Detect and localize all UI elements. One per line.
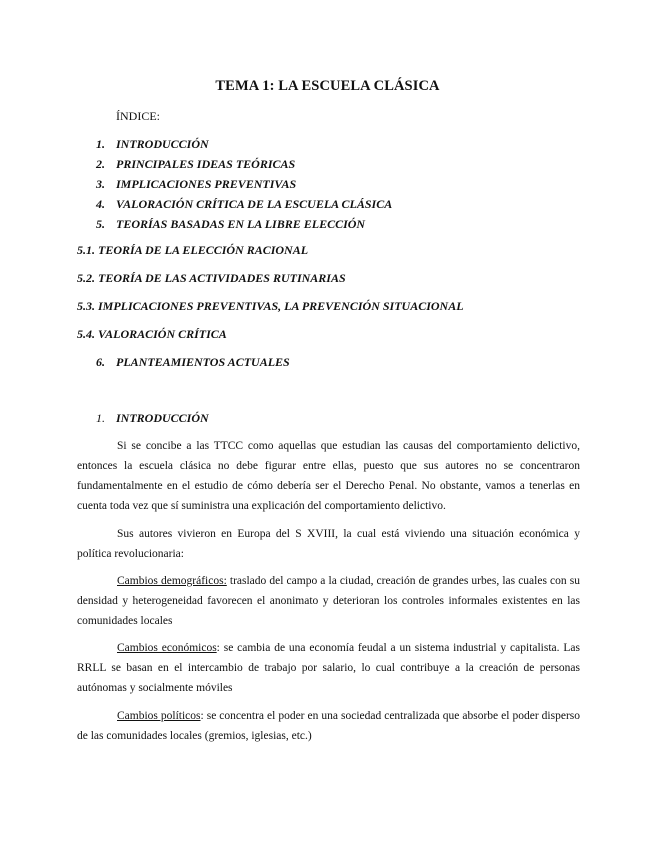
demographic-body: traslado del campo a la ciudad, creación de grandes urbes, las cuales con su densidad y heterogeneidad favorecen el anonimato y deterioran los controles informales existentes en las comunidades locales bbox=[77, 575, 580, 627]
economic-heading: Cambios económicos bbox=[117, 642, 217, 654]
paragraph-political bbox=[77, 706, 580, 746]
toc-item-label: INTRODUCCIÓN bbox=[116, 137, 209, 151]
demographic-heading: Cambios demográficos: bbox=[117, 575, 227, 587]
paragraph-economic bbox=[77, 638, 580, 698]
toc-item-number: 1. bbox=[96, 137, 105, 151]
section-title: INTRODUCCIÓN bbox=[116, 411, 209, 425]
toc-subsection: 5.3. IMPLICACIONES PREVENTIVAS, LA PREVENCIÓN SITUACIONAL bbox=[77, 299, 464, 313]
toc-item bbox=[96, 197, 392, 217]
toc-item-number: 5. bbox=[96, 217, 105, 231]
toc-subsection: 5.1. TEORÍA DE LA ELECCIÓN RACIONAL bbox=[77, 243, 309, 257]
political-heading: Cambios políticos bbox=[117, 710, 201, 722]
section-number: 1. bbox=[96, 411, 105, 425]
table-of-contents bbox=[96, 137, 392, 237]
section-heading bbox=[96, 411, 209, 426]
paragraph-intro: Si se concibe a las TTCC como aquellas que estudian las causas del comportamiento delictivo, entonces la escuela clásica no debe figurar entre ellas, puesto que sus autores no se concentraron fundamentalmente en el estudio de cómo debería ser el Derecho Penal. No obstante, vamos a tenerlas en cuenta toda vez que sí suministra una explicación del comportamiento delictivo. bbox=[77, 440, 580, 512]
economic-body: : se cambia de una economía feudal a un sistema industrial y capitalista. Las RRLL se basan en el intercambio de trabajo por salario, lo cual contribuye a la creación de personas autónomas y socialmente móviles bbox=[77, 642, 580, 694]
toc-item-number: 6. bbox=[96, 355, 105, 369]
toc-item bbox=[96, 177, 392, 197]
toc-subsection: 5.4. VALORACIÓN CRÍTICA bbox=[77, 327, 227, 341]
toc-item-label: PLANTEAMIENTOS ACTUALES bbox=[116, 355, 290, 369]
paragraph-demographic bbox=[77, 571, 580, 631]
toc-item-label: VALORACIÓN CRÍTICA DE LA ESCUELA CLÁSICA bbox=[116, 197, 393, 211]
toc-item-number: 4. bbox=[96, 197, 105, 211]
toc-item bbox=[96, 157, 392, 177]
political-body: : se concentra el poder en una sociedad centralizada que absorbe el poder disperso de las comunidades locales (gremios, iglesias, etc.) bbox=[77, 710, 580, 742]
toc-item-number: 3. bbox=[96, 177, 105, 191]
toc-subsection: 5.2. TEORÍA DE LAS ACTIVIDADES RUTINARIAS bbox=[77, 271, 346, 285]
paragraph-context: Sus autores vivieron en Europa del S XVIII, la cual está viviendo una situación económica y política revolucionaria: bbox=[77, 528, 580, 560]
toc-item bbox=[96, 137, 392, 157]
toc-item-number: 2. bbox=[96, 157, 105, 171]
toc-item bbox=[96, 217, 392, 237]
toc-item-label: IMPLICACIONES PREVENTIVAS bbox=[116, 177, 297, 191]
toc-item-label: PRINCIPALES IDEAS TEÓRICAS bbox=[116, 157, 296, 171]
toc-item-label: TEORÍAS BASADAS EN LA LIBRE ELECCIÓN bbox=[116, 217, 366, 231]
index-label: ÍNDICE: bbox=[116, 109, 160, 123]
toc-item bbox=[96, 355, 290, 370]
page-title: TEMA 1: LA ESCUELA CLÁSICA bbox=[215, 78, 440, 94]
